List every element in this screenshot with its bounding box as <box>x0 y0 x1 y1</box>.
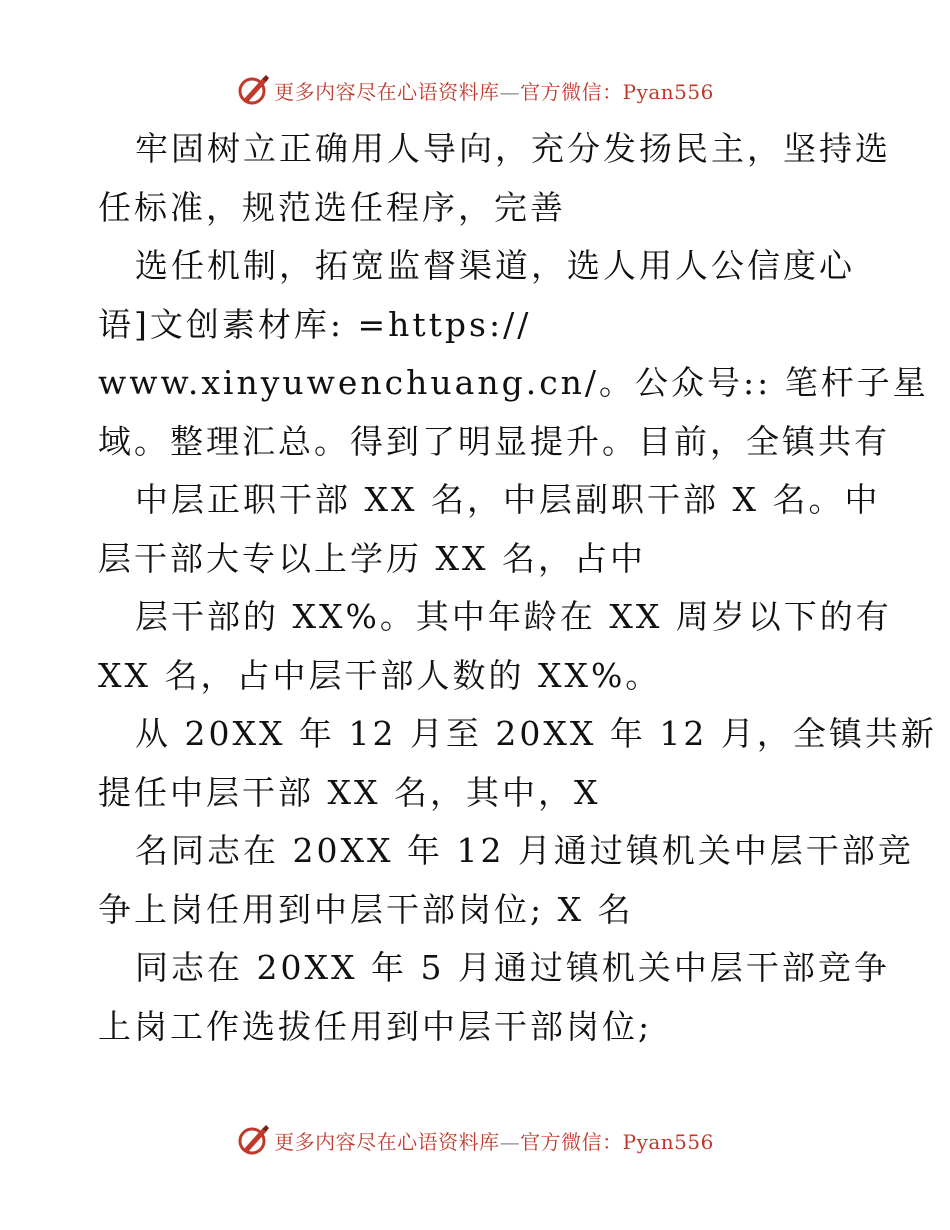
text-line: 层干部大专以上学历 XX 名，占中 <box>98 538 646 578</box>
document-body <box>98 120 937 1056</box>
text-line: 牢固树立正确用人导向，充分发扬民主，坚持选 <box>135 129 891 168</box>
text-line: 上岗工作选拔任用到中层干部岗位; <box>98 1006 653 1046</box>
pen-logo-icon <box>236 73 270 107</box>
footer-banner <box>0 1120 950 1160</box>
text-line: www.xinyuwenchuang.cn/。公众号:: 笔杆子星 <box>98 363 929 402</box>
text-line: XX 名，占中层干部人数的 XX%。 <box>98 655 662 695</box>
text-line: 任标准，规范选任程序，完善 <box>98 187 566 227</box>
text-line: 选任机制，拓宽监督渠道，选人用人公信度心 <box>135 246 855 285</box>
text-line: 语]文创素材库: =https:// <box>98 304 532 344</box>
text-line: 中层正职干部 XX 名，中层副职干部 X 名。中 <box>135 480 881 519</box>
header-banner-text: 更多内容尽在心语资料库—官方微信：Pyan556 <box>274 79 714 104</box>
text-line: 争上岗任用到中层干部岗位; X 名 <box>98 889 634 929</box>
text-line: 从 20XX 年 12 月至 20XX 年 12 月，全镇共新 <box>135 714 937 753</box>
footer-banner-text: 更多内容尽在心语资料库—官方微信：Pyan556 <box>274 1129 714 1154</box>
pen-logo-icon <box>236 1123 270 1157</box>
header-banner <box>0 70 950 110</box>
text-line: 同志在 20XX 年 5 月通过镇机关中层干部竞争 <box>135 948 890 987</box>
text-line: 名同志在 20XX 年 12 月通过镇机关中层干部竞 <box>135 831 914 870</box>
text-line: 层干部的 XX%。其中年龄在 XX 周岁以下的有 <box>135 597 892 636</box>
text-line: 域。整理汇总。得到了明显提升。目前，全镇共有 <box>98 421 890 461</box>
text-line: 提任中层干部 XX 名，其中，X <box>98 772 601 812</box>
